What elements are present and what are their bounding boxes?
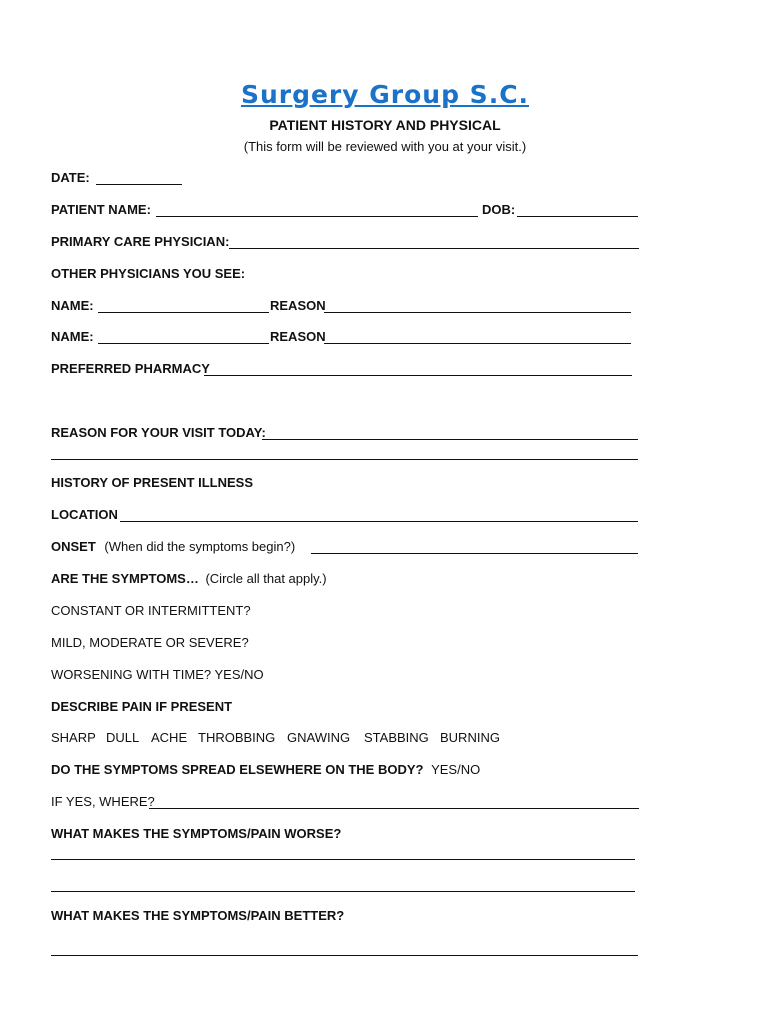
symptoms-row	[51, 571, 327, 586]
worse-field-2[interactable]	[51, 891, 635, 892]
better-label: WHAT MAKES THE SYMPTOMS/PAIN BETTER?	[51, 908, 345, 923]
severity-option[interactable]: MILD, MODERATE OR SEVERE?	[51, 635, 249, 650]
form-note: (This form will be reviewed with you at your visit.)	[243, 139, 527, 154]
describe-pain-heading: DESCRIBE PAIN IF PRESENT	[51, 699, 233, 714]
pcp-field[interactable]	[229, 248, 639, 249]
visit-reason-field-2[interactable]	[51, 459, 638, 460]
pain-ache[interactable]: ACHE	[151, 730, 188, 745]
visit-reason-field[interactable]	[262, 439, 638, 440]
better-field[interactable]	[51, 955, 638, 956]
onset-label: ONSET	[51, 539, 96, 554]
spread-row	[51, 762, 480, 777]
onset-field[interactable]	[311, 553, 638, 554]
pain-gnawing[interactable]: GNAWING	[287, 730, 351, 745]
worsening-option[interactable]: WORSENING WITH TIME? YES/NO	[51, 667, 264, 682]
other-physicians-label: OTHER PHYSICIANS YOU SEE:	[51, 266, 246, 281]
patient-name-field[interactable]	[156, 216, 478, 217]
name1-field[interactable]	[98, 312, 269, 313]
reason1-label: REASON	[270, 298, 326, 313]
reason1-field[interactable]	[324, 312, 631, 313]
patient-name-label: PATIENT NAME:	[51, 202, 151, 217]
location-field[interactable]	[120, 521, 638, 522]
spread-label: DO THE SYMPTOMS SPREAD ELSEWHERE ON THE BODY?	[51, 762, 424, 777]
pain-sharp[interactable]: SHARP	[51, 730, 96, 745]
pharmacy-field[interactable]	[204, 375, 632, 376]
location-label: LOCATION	[51, 507, 118, 522]
where-label: IF YES, WHERE?	[51, 794, 155, 809]
date-field[interactable]	[96, 184, 182, 185]
onset-row	[51, 539, 295, 554]
spread-answer[interactable]: YES/NO	[431, 762, 481, 777]
dob-label: DOB:	[482, 202, 516, 217]
form-subtitle: PATIENT HISTORY AND PHYSICAL	[269, 117, 501, 133]
pain-burning[interactable]: BURNING	[440, 730, 500, 745]
page-title: Surgery Group S.C.	[240, 80, 530, 109]
name2-field[interactable]	[98, 343, 269, 344]
worse-label: WHAT MAKES THE SYMPTOMS/PAIN WORSE?	[51, 826, 342, 841]
dob-field[interactable]	[517, 216, 638, 217]
pain-stabbing[interactable]: STABBING	[364, 730, 429, 745]
where-field[interactable]	[149, 808, 639, 809]
reason2-label: REASON	[270, 329, 326, 344]
date-label: DATE:	[51, 170, 90, 185]
constant-option[interactable]: CONSTANT OR INTERMITTENT?	[51, 603, 251, 618]
hpi-heading: HISTORY OF PRESENT ILLNESS	[51, 475, 254, 490]
visit-reason-label: REASON FOR YOUR VISIT TODAY:	[51, 425, 266, 440]
pain-dull[interactable]: DULL	[106, 730, 140, 745]
pcp-label: PRIMARY CARE PHYSICIAN:	[51, 234, 230, 249]
reason2-field[interactable]	[324, 343, 631, 344]
worse-field[interactable]	[51, 859, 635, 860]
onset-hint: (When did the symptoms begin?)	[104, 539, 296, 554]
pharmacy-label: PREFERRED PHARMACY	[51, 361, 210, 376]
symptoms-hint: (Circle all that apply.)	[205, 571, 327, 586]
pain-throbbing[interactable]: THROBBING	[198, 730, 276, 745]
name1-label: NAME:	[51, 298, 94, 313]
symptoms-label: ARE THE SYMPTOMS…	[51, 571, 199, 586]
name2-label: NAME:	[51, 329, 94, 344]
